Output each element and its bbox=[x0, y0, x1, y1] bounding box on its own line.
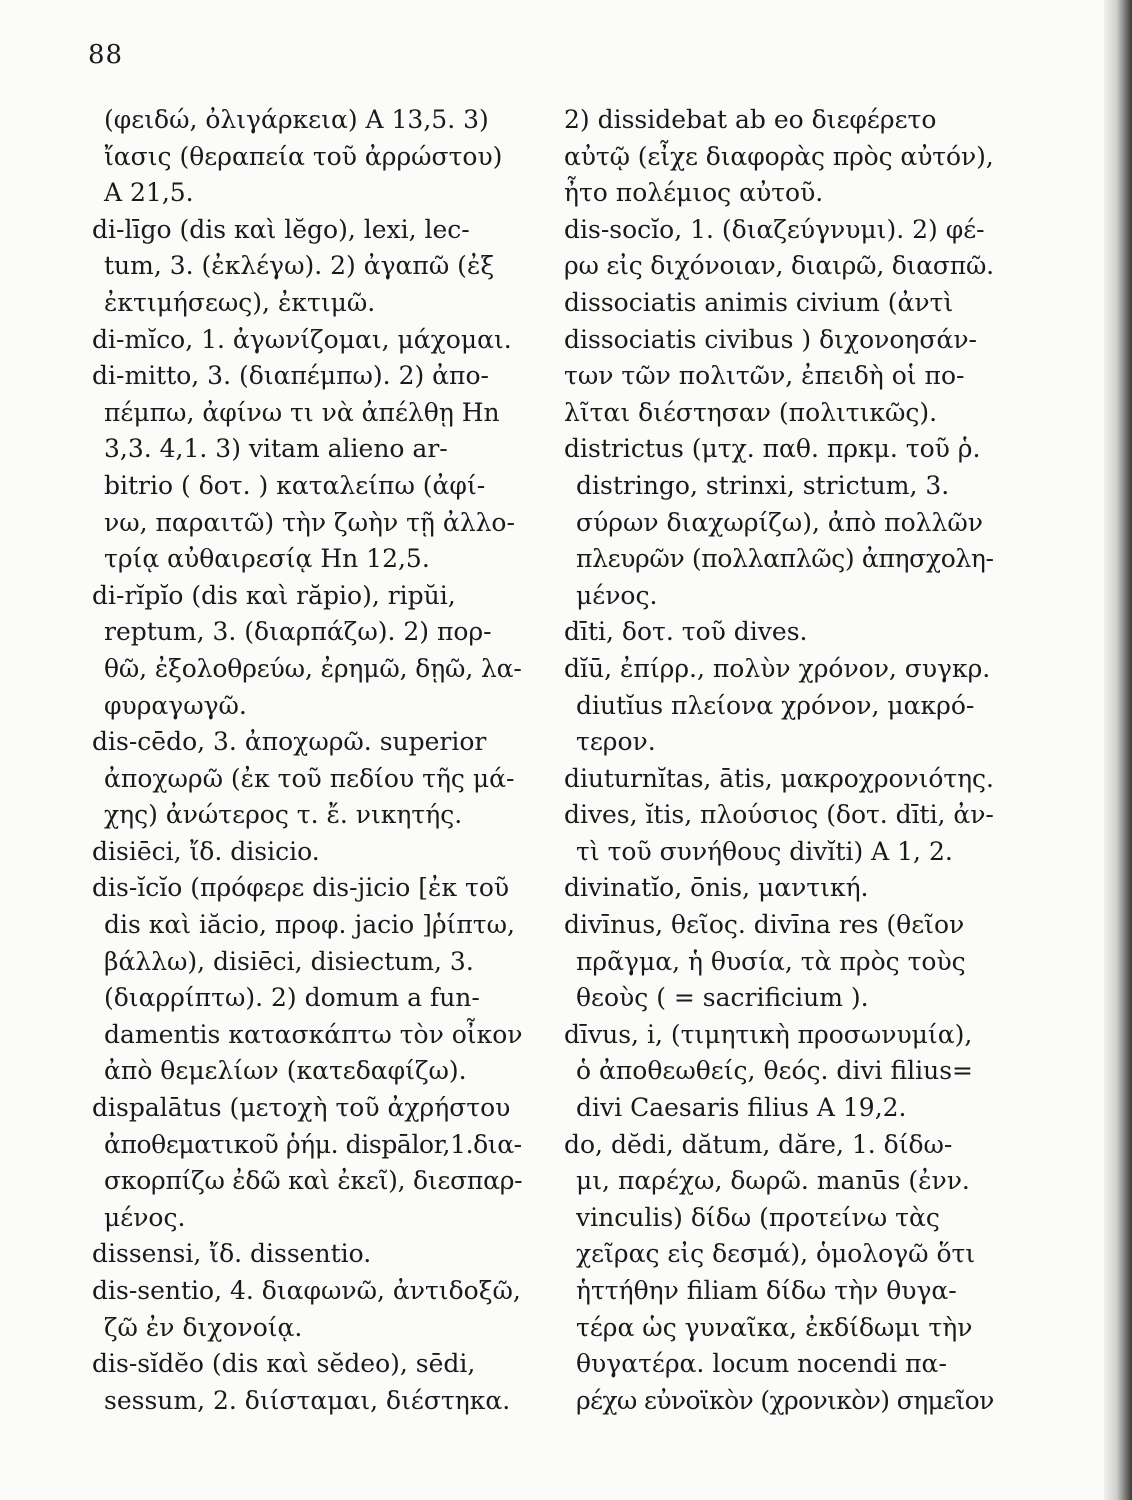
dictionary-line: θῶ, ἐξολοθρεύω, ἐρημῶ, δῃῶ, λα- bbox=[104, 653, 522, 683]
dictionary-line: dissociatis civibus ) διχονοησάν- bbox=[564, 324, 978, 354]
dictionary-line: diuturnĭtas, ātis, μακροχρονιότης. bbox=[564, 763, 994, 793]
dictionary-line: 2) dissidebat ab eo διεφέρετο bbox=[564, 105, 937, 134]
dictionary-line: divinatĭo, ōnis, μαντική. bbox=[564, 873, 869, 903]
dictionary-line: τερον. bbox=[576, 727, 656, 757]
page-number: 88 bbox=[88, 40, 124, 70]
dictionary-line: divi Caesaris filius Α 19,2. bbox=[576, 1093, 907, 1123]
dictionary-line: dis-socĭo, 1. (διαζεύγνυμι). 2) φέ- bbox=[564, 214, 985, 244]
dictionary-line: bitrio ( δοτ. ) καταλείπω (ἀφί- bbox=[104, 470, 486, 500]
dictionary-line: dives, ĭtis, πλούσιος (δοτ. dīti, ἀν- bbox=[564, 800, 994, 830]
dictionary-line: θεοὺς ( = sacrificium ). bbox=[576, 983, 869, 1013]
dictionary-line: χης) ἀνώτερος τ. ἔ. νικητής. bbox=[104, 800, 463, 830]
dictionary-line: ρέχω εὐνοϊκὸν (χρονικὸν) σημεῖον bbox=[576, 1385, 994, 1415]
dictionary-line: dispalātus (μετοχὴ τοῦ ἀχρήστου bbox=[92, 1093, 511, 1123]
dictionary-line: dissensi, ἴδ. dissentio. bbox=[92, 1239, 372, 1269]
dictionary-line: di-rĭpĭo (dis καὶ răpio), ripŭi, bbox=[92, 580, 456, 610]
dictionary-line: dissociatis animis civium (ἀντὶ bbox=[564, 287, 954, 317]
dictionary-line: do, dĕdi, dătum, dăre, 1. δίδω- bbox=[564, 1129, 953, 1159]
dictionary-line: θυγατέρα. locum nocendi πα- bbox=[576, 1349, 947, 1379]
dictionary-line: ἐκτιμήσεως), ἐκτιμῶ. bbox=[104, 287, 376, 317]
dictionary-line: ἀποχωρῶ (ἐκ τοῦ πεδίου τῆς μά- bbox=[104, 763, 515, 793]
dictionary-line: di-mitto, 3. (διαπέμπω). 2) ἀπο- bbox=[92, 361, 489, 391]
dictionary-line: districtus (μτχ. παθ. πρκμ. τοῦ ῥ. bbox=[564, 434, 981, 464]
dictionary-line: dīvus, i, (τιμητικὴ προσωνυμία), bbox=[564, 1019, 973, 1049]
dictionary-line: Α 21,5. bbox=[104, 178, 194, 208]
dictionary-line: ἀπὸ θεμελίων (κατεδαφίζω). bbox=[104, 1056, 467, 1086]
dictionary-line: (φειδώ, ὀλιγάρκεια) Α 13,5. 3) bbox=[104, 105, 489, 134]
dictionary-line: αὐτῷ (εἶχε διαφορὰς πρὸς αὐτόν), bbox=[564, 141, 994, 171]
dictionary-line: dis-sĭdĕo (dis καὶ sĕdeo), sēdi, bbox=[92, 1349, 476, 1379]
dictionary-line: dĭū, ἐπίρρ., πολὺν χρόνον, συγκρ. bbox=[564, 653, 991, 683]
dictionary-line: di-mĭco, 1. ἀγωνίζομαι, μάχομαι. bbox=[92, 324, 512, 354]
dictionary-line: diutĭus πλείονα χρόνον, μακρό- bbox=[576, 690, 975, 720]
page-edge-shadow bbox=[1104, 0, 1132, 1500]
dictionary-line: sessum, 2. διίσταμαι, διέστηκα. bbox=[104, 1385, 511, 1415]
dictionary-line: νω, παραιτῶ) τὴν ζωὴν τῇ ἀλλο- bbox=[104, 507, 515, 537]
dictionary-line: dīti, δοτ. τοῦ dives. bbox=[564, 617, 808, 647]
dictionary-line: μένος. bbox=[104, 1202, 186, 1232]
dictionary-line: divīnus, θεῖος. divīna res (θεῖον bbox=[564, 910, 965, 940]
dictionary-line: τρίᾳ αὐθαιρεσίᾳ Hn 12,5. bbox=[104, 544, 430, 574]
dictionary-line: πρᾶγμα, ἡ θυσία, τὰ πρὸς τοὺς bbox=[576, 946, 966, 976]
dictionary-line: di-līgo (dis καὶ lĕgo), lexi, lec- bbox=[92, 214, 470, 244]
dictionary-line: μένος. bbox=[576, 580, 658, 610]
dictionary-line: vinculis) δίδω (προτείνω τὰς bbox=[576, 1202, 940, 1232]
dictionary-line: τέρα ὡς γυναῖκα, ἐκδίδωμι τὴν bbox=[576, 1312, 973, 1342]
left-column bbox=[92, 102, 522, 1419]
dictionary-line: λῖται διέστησαν (πολιτικῶς). bbox=[564, 397, 938, 427]
dictionary-line: dis-sentio, 4. διαφωνῶ, ἀντιδοξῶ, bbox=[92, 1276, 521, 1305]
dictionary-line: ἴασις (θεραπεία τοῦ ἀρρώστου) bbox=[104, 141, 503, 171]
dictionary-line: ζῶ ἐν διχονοίᾳ. bbox=[104, 1312, 303, 1342]
dictionary-line: μι, παρέχω, δωρῶ. manūs (ἐνν. bbox=[576, 1166, 970, 1196]
dictionary-line: σύρων διαχωρίζω), ἀπὸ πολλῶν bbox=[576, 507, 983, 537]
dictionary-line: distringo, strinxi, strictum, 3. bbox=[576, 470, 950, 500]
dictionary-line: των τῶν πολιτῶν, ἐπειδὴ οἱ πο- bbox=[564, 361, 965, 391]
dictionary-line: dis-ĭcĭo (πρόφερε dis-jicio [ἐκ τοῦ bbox=[92, 873, 510, 903]
dictionary-line: πέμπω, ἀφίνω τι νὰ ἀπέλθῃ Hn bbox=[104, 397, 500, 427]
dictionary-line: damentis κατασκάπτω τὸν οἶκον bbox=[104, 1019, 523, 1049]
dictionary-line: χεῖρας εἰς δεσμά), ὁμολογῶ ὅτι bbox=[576, 1239, 976, 1269]
dictionary-line: 3,3. 4,1. 3) vitam alieno ar- bbox=[104, 434, 448, 464]
dictionary-line: ἡττήθην filiam δίδω τὴν θυγα- bbox=[576, 1276, 957, 1305]
dictionary-line: τὶ τοῦ συνήθους divĭti) Α 1, 2. bbox=[576, 836, 953, 866]
dictionary-line: ἦτο πολέμιος αὐτοῦ. bbox=[564, 178, 824, 208]
dictionary-line: (διαρρίπτω). 2) domum a fun- bbox=[104, 983, 480, 1013]
dictionary-line: φυραγωγῶ. bbox=[104, 690, 247, 720]
right-column bbox=[564, 102, 994, 1419]
dictionary-line: ὁ ἀποθεωθείς, θεός. divi filius= bbox=[576, 1056, 974, 1086]
dictionary-line: dis-cēdo, 3. ἀποχωρῶ. superior bbox=[92, 727, 487, 757]
dictionary-line: βάλλω), disiēci, disiectum, 3. bbox=[104, 946, 474, 976]
dictionary-line: ρω εἰς διχόνοιαν, διαιρῶ, διασπῶ. bbox=[564, 251, 994, 281]
dictionary-line: reptum, 3. (διαρπάζω). 2) πορ- bbox=[104, 617, 492, 647]
dictionary-line: disiēci, ἴδ. disicio. bbox=[92, 836, 320, 866]
dictionary-line: σκορπίζω ἐδῶ καὶ ἐκεῖ), διεσπαρ- bbox=[104, 1166, 523, 1196]
dictionary-line: ἀποθεματικοῦ ῥήμ. dispālor,1.δια- bbox=[104, 1129, 522, 1159]
dictionary-line: dis καὶ iăcio, προφ. jacio ]ῥίπτω, bbox=[104, 910, 515, 940]
dictionary-line: tum, 3. (ἐκλέγω). 2) ἀγαπῶ (ἐξ bbox=[104, 251, 495, 281]
dictionary-line: πλευρῶν (πολλαπλῶς) ἀπησχολη- bbox=[576, 544, 994, 574]
